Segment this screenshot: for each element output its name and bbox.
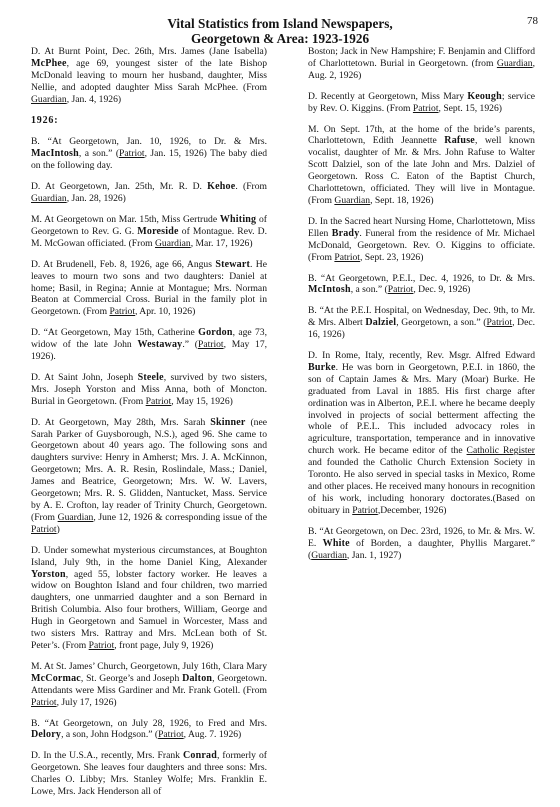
entry-text: D. Under somewhat mysterious circumstances, at Boughton Island, July 9th, in the home Daniel King, Alexander	[31, 544, 267, 568]
entry-text: of Georgetown to Rev. G. G.	[31, 213, 267, 237]
entry-text: (nee Sarah Parker of Guysborough, N.S.), aged 96. She came to Georgetown about 40 years ago. The following sons and daughters survive: Henry in Amherst; Mrs. J. A. McKinnon, Georgetown; Mrs. A. R. Resin, Roslindale, Mass.; Daniel, James and Beatrice, Georgetown; Mrs. W. W. Lavers, Georgetown; Mrs. R. S. Glidden, Nantucket, Mass. Service by A. E. Crofton, lay reader of Trinity Church, Georgetown. (From	[31, 416, 267, 523]
record-entry	[31, 136, 267, 172]
entry-text: , Jan. 15, 1926) The baby died on the following day.	[31, 148, 267, 172]
newspaper-name: Patriot	[387, 284, 414, 296]
record-entry	[31, 46, 267, 106]
page-title: Vital Statistics from Island Newspapers,	[167, 16, 393, 31]
entry-text: , Dec. 9, 1926)	[413, 284, 471, 296]
entry-text: , Jan. 1, 1927)	[346, 549, 402, 561]
entry-text: .” (	[182, 339, 198, 351]
entry-text: M. At St. James’ Church, Georgetown, July 16th, Clara Mary	[31, 660, 267, 672]
entry-text: , Sept. 18, 1926)	[370, 194, 434, 206]
entry-text: , July 17, 1926)	[56, 696, 117, 708]
entry-text: D. At Georgetown, May 28th, Mrs. Sarah	[31, 416, 211, 428]
surname: Keough	[467, 90, 502, 102]
surname: Dalziel	[365, 317, 397, 329]
entry-text: D. Recently at Georgetown, Miss Mary	[308, 90, 468, 102]
entry-text: , Jan. 4, 1926)	[66, 93, 122, 105]
entry-text: B. “At Georgetown, P.E.I., Dec. 4, 1926, to Dr. & Mrs.	[308, 272, 535, 284]
newspaper-name: Guardian	[311, 549, 347, 561]
record-entry	[308, 305, 535, 341]
record-entry	[31, 661, 267, 709]
year-heading	[31, 115, 267, 127]
record-entry	[31, 417, 267, 536]
entry-text: B. “At the P.E.I. Hospital, on Wednesday, Dec. 9th, to Mr. & Mrs. Albert	[308, 305, 535, 329]
newspaper-name: Guardian	[31, 93, 67, 105]
entry-text: , well known vocalist, daughter of Mr. & Mrs. John Rafuse to Walter Scott Dalziel, son of the late John and Mrs. Dalziel of Georgetown. Ross C. Eaton of the Baptist Church, Charlottetown, officiated. They will live in Montague. (From	[308, 135, 535, 206]
entry-text: , Sept. 23, 1926)	[359, 251, 424, 263]
entry-text: . Funeral from the residence of Mr. Michael McDonald, Georgetown. Rev. O. Kiggins to officiate. (From	[308, 227, 535, 263]
surname: Brady	[331, 227, 360, 239]
surname: MacIntosh	[31, 148, 79, 160]
left-column	[31, 46, 267, 807]
entry-text: of Borden, a daughter, Phyllis Margaret.” (	[308, 537, 535, 561]
entry-text: B. “At Georgetown, on Dec. 23rd, 1926, to Mr. & Mrs. W. E.	[308, 525, 535, 549]
newspaper-name: Guardian	[496, 57, 533, 69]
entry-text: ,December, 1926)	[377, 504, 447, 516]
newspaper-name: Patriot	[31, 696, 57, 708]
entry-text: , Dec. 16, 1926)	[308, 317, 535, 341]
newspaper-name: Guardian	[57, 511, 94, 523]
entry-text: , a son.” (	[350, 284, 388, 296]
record-entry	[31, 327, 267, 363]
newspaper-name: Patriot	[412, 102, 439, 114]
record-entry	[308, 273, 535, 297]
surname: McIntosh	[308, 284, 351, 296]
entry-text: B. “At Georgetown, on July 28, 1926, to Fred and Mrs.	[31, 717, 267, 729]
entry-text: , a son.” (	[78, 148, 120, 160]
newspaper-name: Patriot	[119, 148, 145, 160]
record-entry	[31, 259, 267, 319]
newspaper-name: Patriot	[31, 523, 57, 535]
surname: Stewart	[215, 258, 251, 270]
entry-text: D. At Georgetown, Jan. 25th, Mr. R. D.	[31, 181, 208, 193]
entry-text: , a son, John Hodgson.” (	[61, 729, 159, 741]
entry-text: , Jan. 28, 1926)	[66, 193, 126, 205]
entry-text: . He was born in Georgetown, P.E.I. in 1860, the son of Captain James & Mrs. Mary (Moar) Burke. He graduated from Laval in 1885. His first charge after ordination was in Alberton, P.E.I. where he became deeply involved in projects of social betterment affecting the whole of P.E.I.. This included advocacy roles in agriculture, transportation, temperance and in innovative church work. He became editor of the	[308, 361, 535, 457]
entry-text: )	[56, 523, 60, 535]
entry-text: , May 17, 1926).	[31, 339, 268, 363]
entry-text: M. On Sept. 17th, at the home of the bride’s parents, Charlottetown, Edith Jeannette	[308, 123, 535, 147]
record-entry	[308, 350, 535, 517]
record-entry	[31, 372, 267, 408]
surname: Skinner	[210, 416, 246, 428]
entry-text: , front page, July 9, 1926)	[114, 639, 214, 651]
entry-text: , Aug. 2, 1926)	[308, 57, 535, 81]
entry-text: D. “At Georgetown, May 15th, Catherine	[31, 327, 199, 339]
record-entry	[31, 214, 267, 250]
entry-text: , aged 55, lobster factory worker. He leaves a widow on Boughton Island and four children, two married daughters, one unmarried daughter and a son Bernard in British Columbia. Also four brothers, William, George and Hugh in Georgetown and Samuel in Worcester, Mass and two sisters Mrs. Rattray and Mrs. McLean both of St. Peter’s. (From	[31, 568, 267, 651]
surname: Gordon	[198, 327, 233, 339]
entry-text: , Apr. 10, 1926)	[135, 306, 196, 318]
entry-text: , Sept. 15, 1926)	[438, 102, 502, 114]
entry-text: D. At Saint John, Joseph	[31, 371, 138, 383]
surname: Burke	[308, 361, 336, 373]
newspaper-name: Patriot	[158, 729, 184, 741]
entry-text: , May 15, 1926)	[171, 395, 233, 407]
entry-text: D. At Burnt Point, Dec. 26th, Mrs. James (Jane Isabella)	[31, 46, 267, 57]
surname: Yorston	[31, 568, 66, 580]
entry-text: , June 12, 1926 & corresponding issue of the	[93, 511, 267, 523]
record-entry	[31, 545, 267, 652]
entry-text: . (From	[235, 181, 267, 193]
entry-text: D. In the U.S.A., recently, Mrs. Frank	[31, 750, 183, 762]
record-entry	[31, 181, 267, 205]
newspaper-name: Catholic Register	[466, 445, 535, 457]
surname: Steele	[137, 371, 164, 383]
entry-text: , survived by two sisters, Mrs. Joseph Yorston and Miss Anna, both of Moncton. Burial in Georgetown. (From	[31, 371, 267, 407]
entry-text: , age 69, youngest sister of the late Bishop McDonald leaving to mourn her husband, daughter, Miss Nellie, and adopted daughter Miss Sarah McPhee. (From	[31, 57, 267, 93]
surname: Westaway	[137, 339, 183, 351]
newspaper-name: Patriot	[352, 504, 378, 516]
entry-text: , Mar. 17, 1926)	[190, 237, 253, 249]
entry-text: of Montague. Rev. D. M. McGowan officiated. (From	[31, 225, 267, 249]
record-entry	[308, 526, 535, 562]
entry-text: , St. George’s and Joseph	[80, 672, 183, 684]
newspaper-name: Guardian	[31, 193, 67, 205]
surname: Kehoe	[207, 181, 236, 193]
surname: White	[322, 537, 350, 549]
newspaper-name: Guardian	[334, 194, 371, 206]
entry-text: , Aug. 7. 1926)	[183, 729, 242, 741]
surname: Delory	[31, 729, 62, 741]
entry-text: 1926:	[31, 114, 59, 126]
newspaper-name: Patriot	[486, 317, 513, 329]
entry-text: and founded the Catholic Church Extension Society in Toronto. He also served in special tasks in Mexico, Rome and other places. He received many honours in recognition of his work, including honorary doctorates.(Based on obituary in	[308, 457, 535, 516]
right-column	[308, 46, 535, 570]
page-subtitle: Georgetown & Area: 1923-1926	[190, 31, 370, 46]
page-header	[0, 10, 560, 46]
entry-text: D. In Rome, Italy, recently, Rev. Msgr. Alfred Edward	[308, 350, 535, 362]
entry-text: , Georgetown, a son.” (	[396, 317, 487, 329]
record-entry	[31, 750, 267, 798]
entry-text: D. At Brudenell, Feb. 8, 1926, age 66, Angus	[31, 258, 216, 270]
newspaper-name: Patriot	[197, 339, 224, 351]
newspaper-name: Patriot	[145, 395, 172, 407]
surname: Rafuse	[444, 135, 475, 147]
entry-text: B. “At Georgetown, Jan. 10, 1926, to Dr. & Mrs.	[31, 136, 267, 148]
entry-text: . He leaves to mourn two sons and two daughters: Daniel at home; Basil, in Regina; Annie at Montague; Mrs. Norman Beaton at Commercial Cross. Burial in the family plot in Georgetown. (From	[31, 258, 267, 318]
record-entry	[31, 718, 267, 742]
newspaper-name: Patriot	[334, 251, 360, 263]
newspaper-name: Patriot	[88, 639, 115, 651]
entry-text: , age 73, widow of the late John	[31, 327, 267, 351]
newspaper-name: Guardian	[154, 237, 191, 249]
page-number: 78	[527, 15, 538, 27]
record-entry	[308, 46, 535, 82]
entry-text: ; service by Rev. O. Kiggins. (From	[308, 90, 536, 114]
surname: Dalton	[182, 672, 213, 684]
entry-text: , Georgetown. Attendants were Miss Gardiner and Mr. Frank Gotell. (From	[31, 672, 267, 696]
entry-text: Boston; Jack in New Hampshire; F. Benjamin and Clifford of Charlottetown. Burial in Georgetown. (from	[308, 46, 535, 69]
record-entry	[308, 91, 535, 115]
surname: McCormac	[31, 672, 81, 684]
entry-text: , formerly of Georgetown. She leaves four daughters and three sons: Mrs. Charles O. Libby; Mrs. Stanley Wolfe; Mrs. Franklin E. Lowe, Mrs. Jack Henderson all of	[31, 750, 267, 798]
record-entry	[308, 216, 535, 264]
surname: Moreside	[137, 225, 179, 237]
entry-text: D. In the Sacred heart Nursing Home, Charlottetown, Miss Ellen	[308, 215, 535, 239]
record-entry	[308, 124, 535, 207]
newspaper-name: Patriot	[109, 306, 136, 318]
surname: McPhee	[31, 57, 67, 69]
surname: Whiting	[219, 213, 257, 225]
surname: Conrad	[182, 750, 217, 762]
entry-text: M. At Georgetown on Mar. 15th, Miss Gertrude	[31, 213, 220, 225]
